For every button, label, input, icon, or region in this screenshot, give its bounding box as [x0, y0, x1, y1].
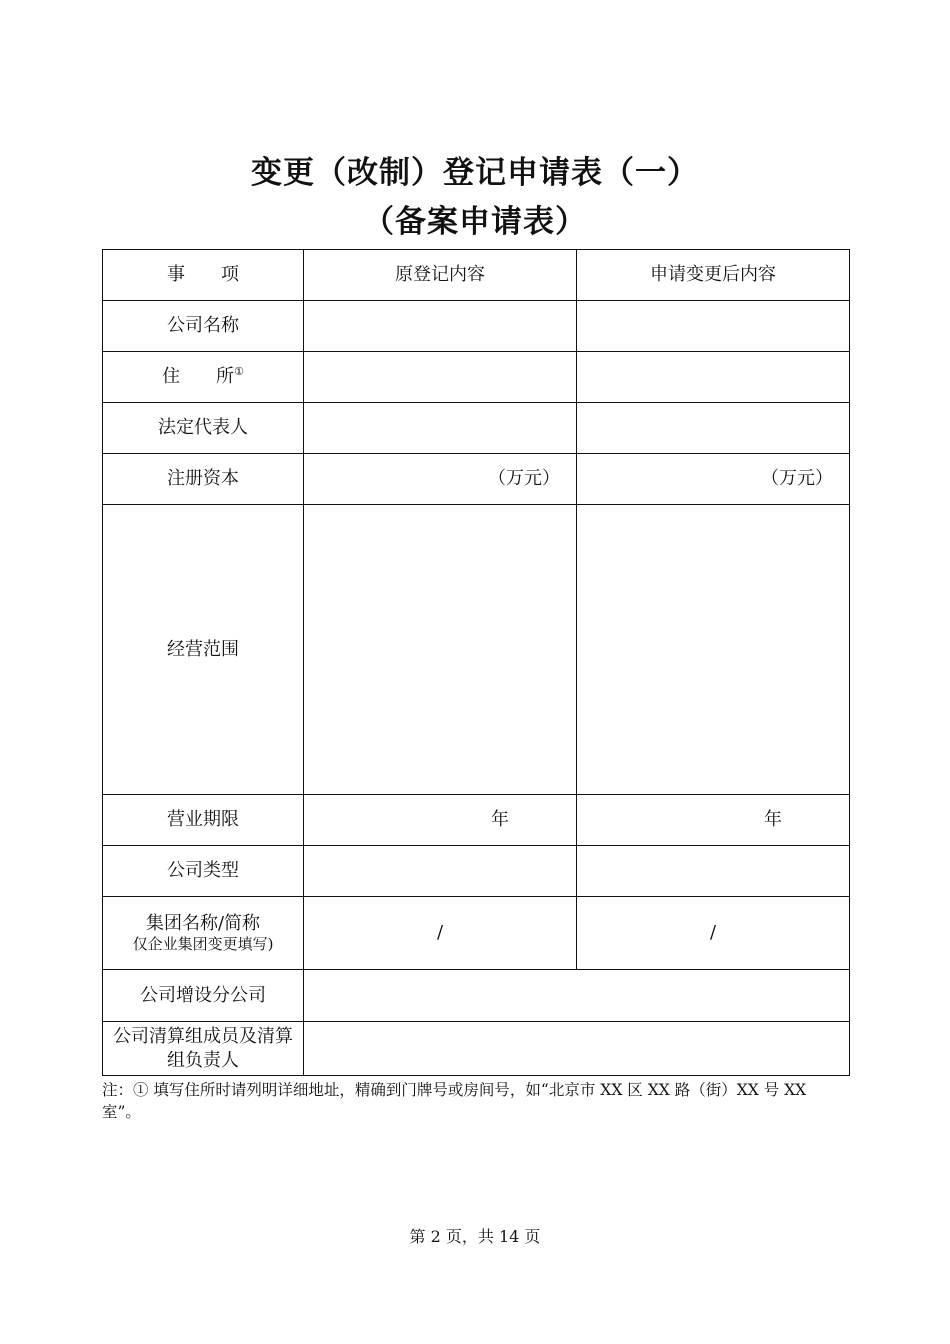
capital-changed-field[interactable]: （万元）: [577, 454, 850, 505]
table-row: [103, 795, 850, 846]
scope-original-field[interactable]: [304, 505, 577, 795]
group-original-field[interactable]: /: [304, 897, 577, 970]
row-label-term: 营业期限: [103, 795, 304, 846]
row-label-group: [103, 897, 304, 970]
type-original-field[interactable]: [304, 846, 577, 897]
term-changed-field[interactable]: 年: [577, 795, 850, 846]
footnote-mark: ①: [234, 365, 244, 379]
table-row: [103, 897, 850, 970]
table-row: [103, 454, 850, 505]
form-title: 变更（改制）登记申请表（一）: [251, 155, 699, 191]
row-label-type: 公司类型: [103, 846, 304, 897]
header-item: 事 项: [103, 250, 304, 301]
table-row: [103, 1022, 850, 1076]
address-label: 住 所: [162, 366, 235, 388]
row-label-address: [103, 352, 304, 403]
address-original-field[interactable]: [304, 352, 577, 403]
liquidation-field[interactable]: [304, 1022, 850, 1076]
group-changed-field[interactable]: /: [577, 897, 850, 970]
table-header-row: [103, 250, 850, 301]
row-label-company-name: 公司名称: [103, 301, 304, 352]
row-label-branch: 公司增设分公司: [103, 970, 304, 1022]
row-label-capital: 注册资本: [103, 454, 304, 505]
header-changed: 申请变更后内容: [577, 250, 850, 301]
row-label-legal-rep: 法定代表人: [103, 403, 304, 454]
form-subtitle: （备案申请表）: [363, 204, 587, 240]
company-name-original-field[interactable]: [304, 301, 577, 352]
table-row: [103, 301, 850, 352]
term-original-field[interactable]: 年: [304, 795, 577, 846]
group-note: 仅企业集团变更填写): [132, 934, 274, 953]
table-row: [103, 846, 850, 897]
header-original: 原登记内容: [304, 250, 577, 301]
row-label-scope: 经营范围: [103, 505, 304, 795]
scope-changed-field[interactable]: [577, 505, 850, 795]
capital-original-field[interactable]: （万元）: [304, 454, 577, 505]
legal-rep-original-field[interactable]: [304, 403, 577, 454]
table-row: [103, 403, 850, 454]
branch-field[interactable]: [304, 970, 850, 1022]
page-number: 第 2 页，共 14 页: [409, 1227, 541, 1246]
footnote: 注：① 填写住所时请列明详细地址，精确到门牌号或房间号，如“北京市 XX 区 XX 路（街）XX 号 XX 室”。: [102, 1081, 807, 1122]
group-label: 集团名称/简称: [145, 912, 261, 934]
address-changed-field[interactable]: [577, 352, 850, 403]
table-row: [103, 970, 850, 1022]
type-changed-field[interactable]: [577, 846, 850, 897]
table-row: [103, 505, 850, 795]
company-name-changed-field[interactable]: [577, 301, 850, 352]
row-label-liquidation: 公司清算组成员及清算组负责人: [103, 1022, 304, 1076]
registration-form-table: [102, 249, 850, 1076]
table-row: [103, 352, 850, 403]
legal-rep-changed-field[interactable]: [577, 403, 850, 454]
